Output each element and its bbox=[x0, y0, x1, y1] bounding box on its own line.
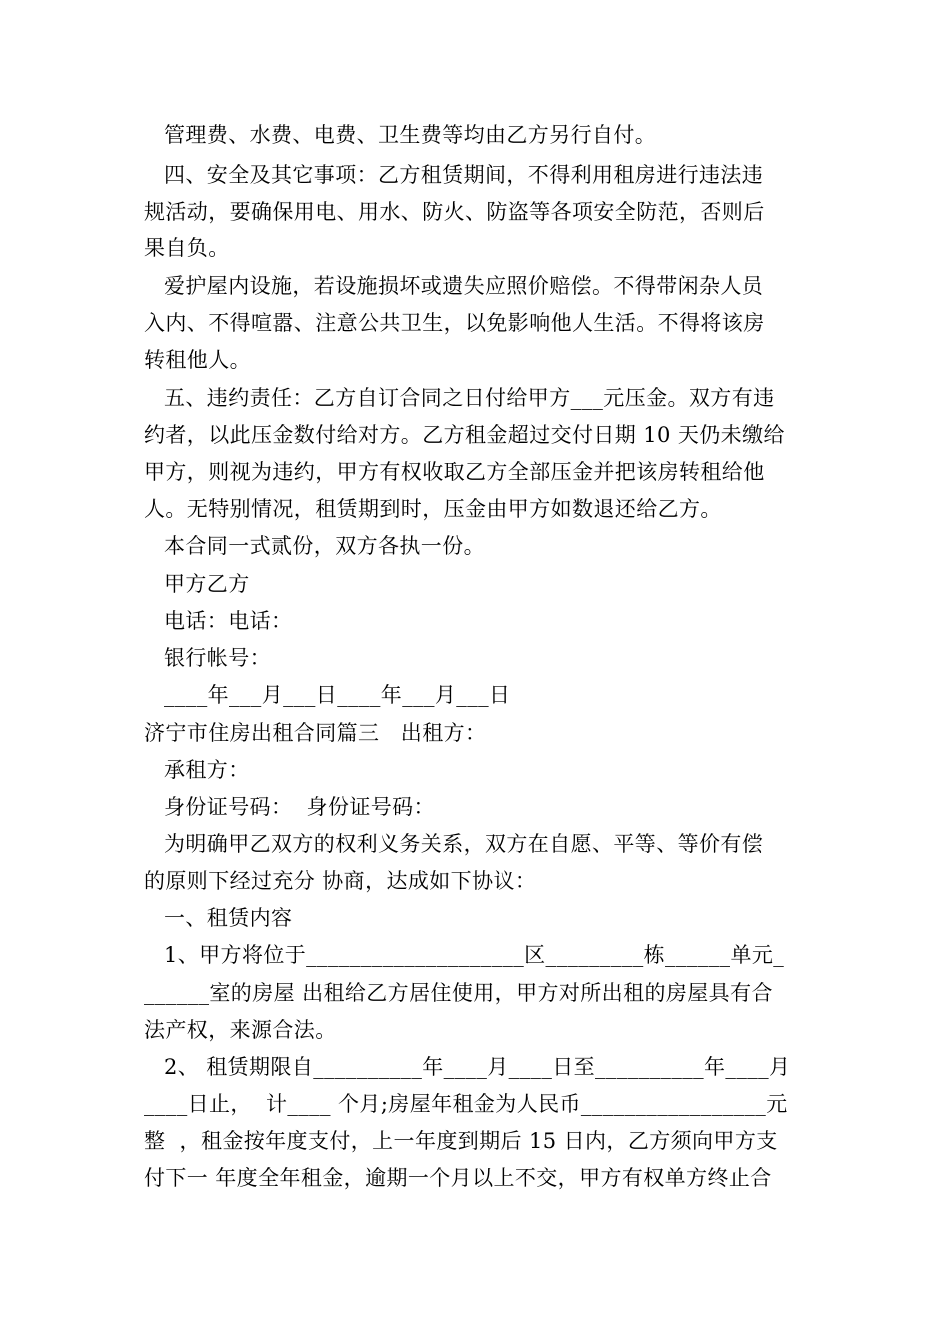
paragraph-line: 整 ，租金按年度支付，上一年度到期后 15 日内，乙方须向甲方支 bbox=[144, 1129, 778, 1153]
paragraph-line: 的原则下经过充分 协商，达成如下协议： bbox=[144, 869, 537, 893]
paragraph-line: ____日止， 计____ 个月;房屋年租金为人民币_________________元 bbox=[144, 1092, 788, 1116]
clause-heading: 一、租赁内容 bbox=[164, 906, 293, 930]
paragraph-line: 法产权，来源合法。 bbox=[144, 1018, 337, 1042]
paragraph-line: 五、违约责任：乙方自订合同之日付给甲方___元压金。双方有违 bbox=[164, 386, 775, 410]
bank-account-label: 银行帐号： bbox=[164, 646, 271, 670]
date-blanks: ____年___月___日____年___月___日 bbox=[164, 683, 511, 707]
paragraph-line: 本合同一式贰份，双方各执一份。 bbox=[164, 534, 485, 558]
paragraph-line: 约者，以此压金数付给对方。乙方租金超过交付日期 10 天仍未缴给 bbox=[144, 423, 785, 447]
paragraph-line: 1、甲方将位于____________________区_________栋______单元_ bbox=[164, 943, 785, 967]
paragraph-line: 入内、不得喧嚣、注意公共卫生，以免影响他人生活。不得将该房 bbox=[144, 311, 765, 335]
paragraph-line: 转租他人。 bbox=[144, 348, 251, 372]
signature-party-label: 甲方乙方 bbox=[164, 572, 250, 596]
paragraph-line: 规活动，要确保用电、用水、防火、防盗等各项安全防范，否则后 bbox=[144, 200, 765, 224]
paragraph-line: 甲方，则视为违约，甲方有权收取乙方全部压金并把该房转租给他 bbox=[144, 460, 765, 484]
phone-label: 电话：电话： bbox=[164, 609, 293, 633]
paragraph-line: 四、安全及其它事项：乙方租赁期间，不得利用租房进行违法违 bbox=[164, 163, 764, 187]
id-number-label: 身份证号码： 身份证号码： bbox=[164, 795, 435, 819]
paragraph-line: 付下一 年度全年租金，逾期一个月以上不交，甲方有权单方终止合 bbox=[144, 1166, 772, 1190]
paragraph-line: ______室的房屋 出租给乙方居住使用，甲方对所出租的房屋具有合 bbox=[144, 981, 773, 1005]
paragraph-line: 人。无特别情况，租赁期到时，压金由甲方如数退还给乙方。 bbox=[144, 497, 722, 521]
paragraph-line: 为明确甲乙双方的权利义务关系，双方在自愿、平等、等价有偿 bbox=[164, 832, 764, 856]
paragraph-line: 爱护屋内设施，若设施损坏或遗失应照价赔偿。不得带闲杂人员 bbox=[164, 274, 764, 298]
paragraph-line: 管理费、水费、电费、卫生费等均由乙方另行自付。 bbox=[164, 123, 657, 147]
paragraph-line: 2、 租赁期限自__________年____月____日至__________年____月 bbox=[164, 1055, 791, 1079]
paragraph-line: 果自负。 bbox=[144, 236, 230, 260]
tenant-label: 承租方： bbox=[164, 758, 250, 782]
section-heading: 济宁市住房出租合同篇三 出租方： bbox=[144, 721, 487, 745]
